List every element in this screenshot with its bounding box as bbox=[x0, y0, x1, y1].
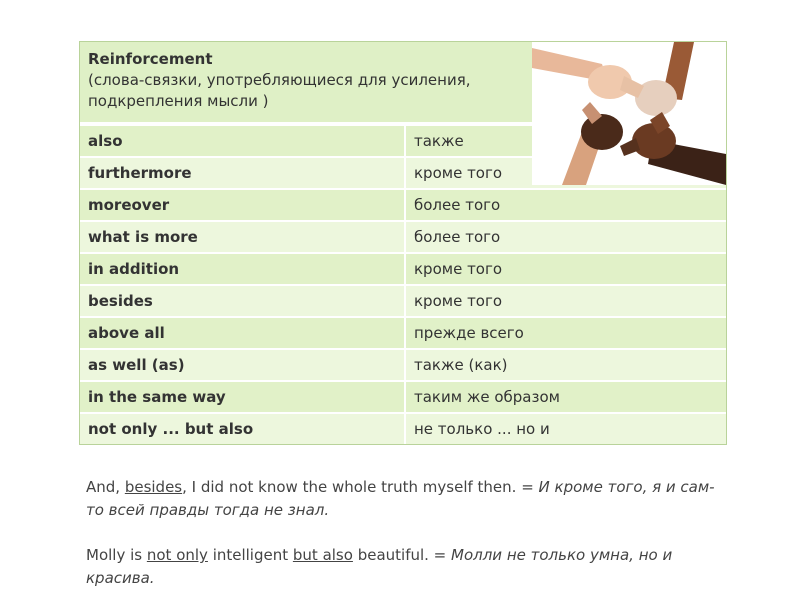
russian-translation: также (как) bbox=[414, 356, 508, 374]
underlined-connective: besides bbox=[124, 478, 183, 496]
table-row bbox=[80, 188, 726, 220]
examples bbox=[86, 461, 726, 612]
english-term: what is more bbox=[80, 222, 406, 252]
linked-hands-image bbox=[532, 42, 726, 185]
russian-translation: более того bbox=[414, 228, 501, 246]
english-term: in the same way bbox=[80, 382, 406, 412]
table-row bbox=[80, 316, 726, 348]
table-subtitle: (слова-связки, употребляющиеся для усиления, подкрепления мысли ) bbox=[88, 71, 471, 110]
table-row bbox=[80, 220, 726, 252]
russian-translation: кроме того bbox=[414, 292, 503, 310]
table-row bbox=[80, 380, 726, 412]
table-row bbox=[80, 348, 726, 380]
table-row bbox=[80, 284, 726, 316]
connectives-table bbox=[79, 41, 727, 445]
russian-translation: не только ... но и bbox=[414, 420, 550, 438]
example-sentence: Molly is not only intelligent but also beautiful. = Молли не только умна, но и красива. bbox=[86, 546, 673, 587]
russian-translation: прежде всего bbox=[414, 324, 524, 342]
english-term: in addition bbox=[80, 254, 406, 284]
english-term: besides bbox=[80, 286, 406, 316]
table-title: Reinforcement bbox=[88, 50, 213, 68]
english-term: above all bbox=[80, 318, 406, 348]
russian-translation: кроме того bbox=[414, 260, 503, 278]
russian-translation: таким же образом bbox=[414, 388, 560, 406]
english-term: as well (as) bbox=[80, 350, 406, 380]
russian-translation: более того bbox=[414, 196, 501, 214]
english-term: also bbox=[80, 126, 406, 156]
english-term: moreover bbox=[80, 190, 406, 220]
underlined-connective: but also bbox=[292, 546, 353, 564]
russian-translation: кроме того bbox=[414, 164, 503, 182]
underlined-connective: not only bbox=[146, 546, 208, 564]
russian-translation-example: И кроме того, я и сам-то всей правды тогда не знал. bbox=[86, 478, 715, 519]
table-row bbox=[80, 252, 726, 284]
russian-translation-example: Молли не только умна, но и красива. bbox=[86, 546, 673, 587]
linked-hands-illustration bbox=[532, 42, 726, 185]
english-term: not only ... but also bbox=[80, 414, 406, 444]
example-sentence: And, besides, I did not know the whole truth myself then. = И кроме того, я и сам-то всей правды тогда не знал. bbox=[86, 478, 715, 519]
russian-translation: также bbox=[414, 132, 464, 150]
english-term: furthermore bbox=[80, 158, 406, 188]
table-row bbox=[80, 412, 726, 444]
